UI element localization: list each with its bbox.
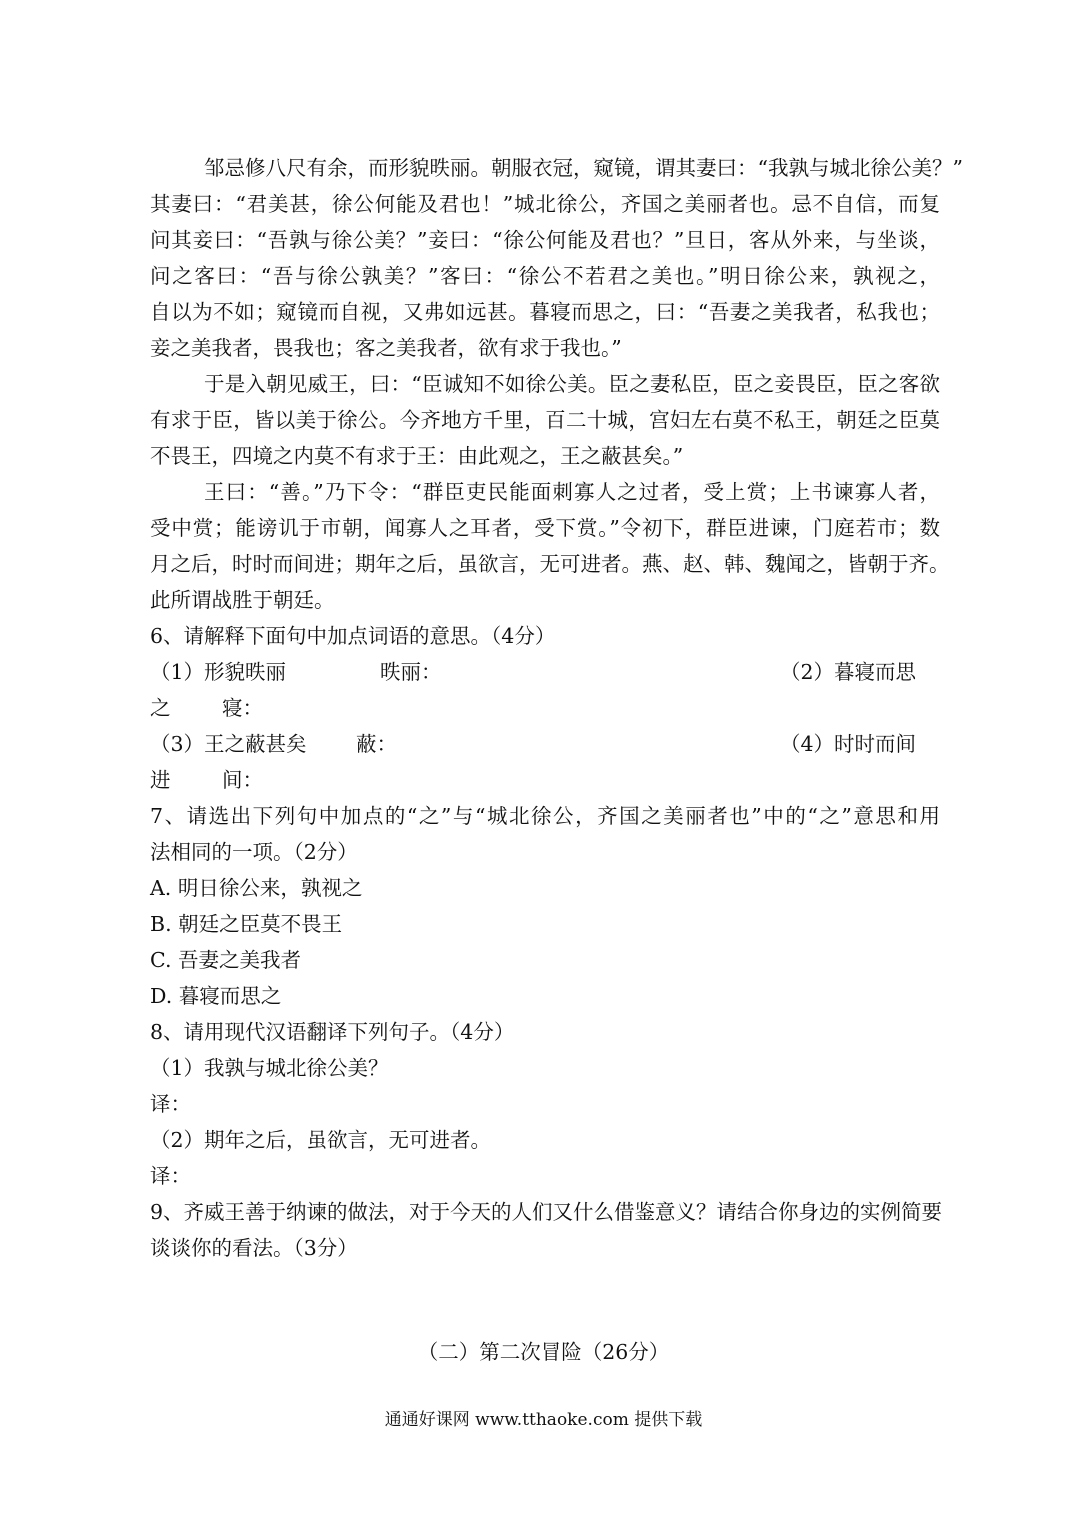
question-7-stem-line-1: 7、请选出下列句中加点的“之”与“城北徐公，齐国之美丽者也”中的“之”意思和用 xyxy=(150,804,940,828)
question-7-option-d: D. 暮寝而思之 xyxy=(150,984,282,1008)
question-8-sentence-2: （2）期年之后，虽欲言，无可进者。 xyxy=(150,1128,492,1152)
passage-p3-line-3: 月之后，时时而间进；期年之后，虽欲言，无可进者。燕、赵、韩、魏闻之，皆朝于齐。 xyxy=(150,552,950,576)
question-6-stem: 6、请解释下面句中加点词语的意思。（4分） xyxy=(150,624,556,648)
question-6-item-2: （2）暮寝而思 xyxy=(780,660,917,684)
passage-p1-line-6: 妾之美我者，畏我也；客之美我者，欲有求于我也。” xyxy=(150,336,622,360)
question-8-sentence-1: （1）我孰与城北徐公美？ xyxy=(150,1056,389,1080)
passage-p2-line-1: 于是入朝见威王，曰：“臣诚知不如徐公美。臣之妻私臣，臣之妾畏臣，臣之客欲 xyxy=(204,372,940,396)
passage-p2-line-3: 不畏王，四境之内莫不有求于王：由此观之，王之蔽甚矣。” xyxy=(150,444,684,468)
passage-p3-line-4: 此所谓战胜于朝廷。 xyxy=(150,588,335,612)
passage-p3-line-1: 王曰：“善。”乃下令：“群臣吏民能面刺寡人之过者，受上赏；上书谏寡人者， xyxy=(204,480,940,504)
page-footer: 通通好课网 www.tthaoke.com 提供下载 xyxy=(384,1410,703,1430)
question-6-item-4-cont: 进 xyxy=(150,768,171,792)
question-6-item-1: （1）形貌昳丽 xyxy=(150,660,287,684)
question-6-item-3: （3）王之蔽甚矣 xyxy=(150,732,307,756)
question-6-item-2-cont: 之 xyxy=(150,696,171,720)
question-7-option-b: B. 朝廷之臣莫不畏王 xyxy=(150,912,343,936)
question-8-translation-2: 译： xyxy=(150,1164,191,1188)
question-6-item-4: （4）时时而间 xyxy=(780,732,917,756)
question-6-item-4-word: 间： xyxy=(222,768,263,792)
passage-p3-line-2: 受中赏；能谤讥于市朝，闻寡人之耳者，受下赏。”令初下，群臣进谏，门庭若市；数 xyxy=(150,516,940,540)
passage-p1-line-2: 其妻曰：“君美甚，徐公何能及君也！”城北徐公，齐国之美丽者也。忌不自信，而复 xyxy=(150,192,940,216)
passage-p2-line-2: 有求于臣，皆以美于徐公。今齐地方千里，百二十城，宫妇左右莫不私王，朝廷之臣莫 xyxy=(150,408,940,432)
question-6-item-1-word: 昳丽： xyxy=(380,660,442,684)
question-9-stem-line-1: 9、齐威王善于纳谏的做法，对于今天的人们又什么借鉴意义？请结合你身边的实例简要 xyxy=(150,1200,943,1224)
passage-p1-line-5: 自以为不如；窥镜而自视，又弗如远甚。暮寝而思之，曰：“吾妻之美我者，私我也； xyxy=(150,300,940,324)
question-6-item-2-word: 寝： xyxy=(222,696,263,720)
question-8-stem: 8、请用现代汉语翻译下列句子。（4分） xyxy=(150,1020,515,1044)
question-7-option-a: A. 明日徐公来，孰视之 xyxy=(150,876,363,900)
question-6-item-3-word: 蔽： xyxy=(356,732,397,756)
passage-p1-line-4: 问之客曰：“吾与徐公孰美？”客曰：“徐公不若君之美也。”明日徐公来，孰视之， xyxy=(150,264,940,288)
question-8-translation-1: 译： xyxy=(150,1092,191,1116)
section-heading: （二）第二次冒险（26分） xyxy=(417,1340,670,1364)
passage-p1-line-1: 邹忌修八尺有余，而形貌昳丽。朝服衣冠，窥镜，谓其妻曰：“我孰与城北徐公美？” xyxy=(204,156,963,180)
question-7-option-c: C. 吾妻之美我者 xyxy=(150,948,301,972)
passage-p1-line-3: 问其妾曰：“吾孰与徐公美？”妾曰：“徐公何能及君也？”旦日，客从外来，与坐谈， xyxy=(150,228,940,252)
question-7-stem-line-2: 法相同的一项。（2分） xyxy=(150,840,358,864)
question-9-stem-line-2: 谈谈你的看法。（3分） xyxy=(150,1236,358,1260)
